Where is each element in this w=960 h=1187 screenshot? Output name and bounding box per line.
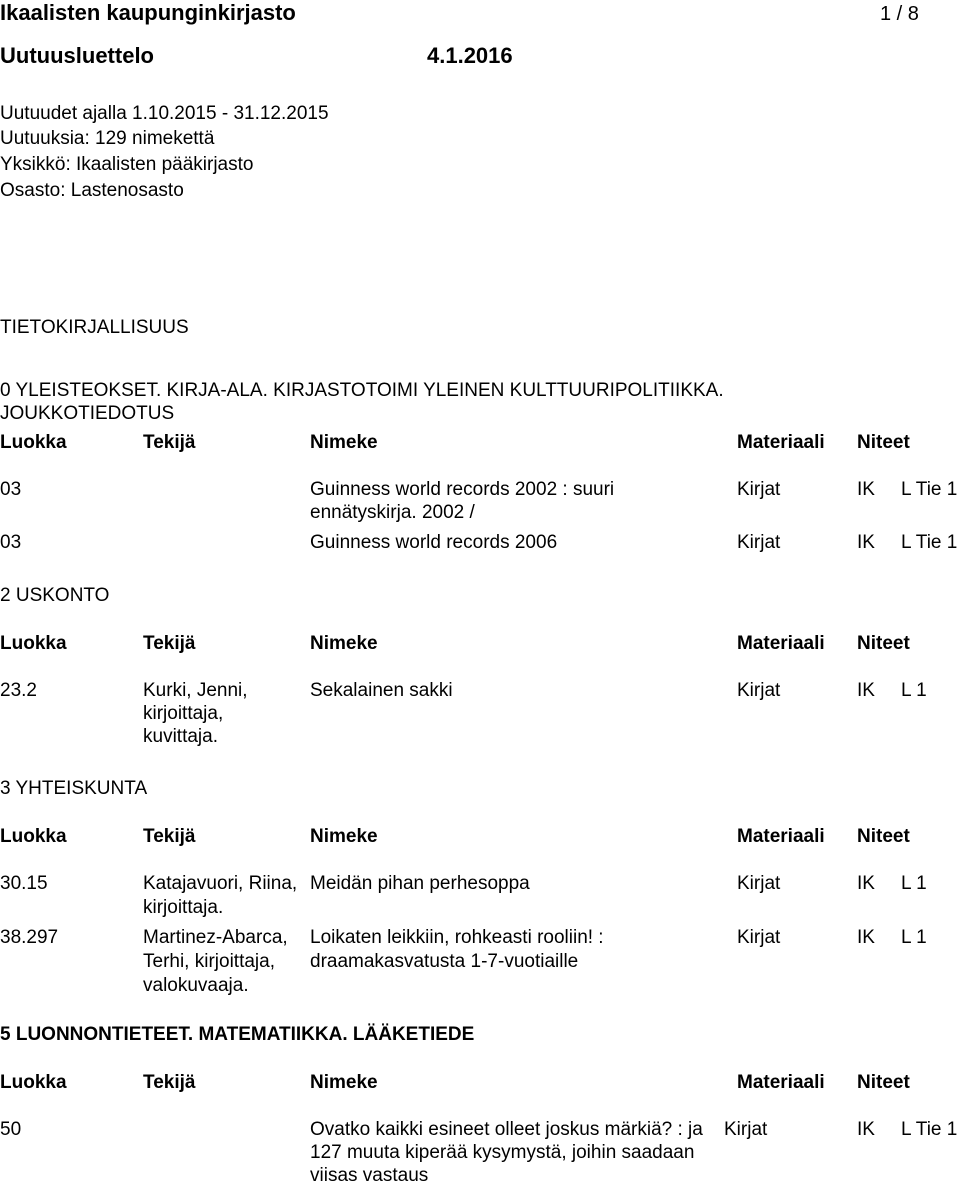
col-nimeke: Nimeke [310, 633, 378, 654]
list-date: 4.1.2016 [427, 43, 513, 68]
col-tekija: Tekijä [143, 1072, 196, 1093]
row-tekija-cont: kuvittaja. [143, 726, 218, 747]
section-title: 0 YLEISTEOKSET. KIRJA-ALA. KIRJASTOTOIMI YLEINEN KULTTUURIPOLITIIKKA. [0, 380, 724, 401]
row-luokka: 50 [0, 1119, 22, 1140]
row-nimeke: Guinness world records 2006 [310, 532, 558, 553]
row-niteet: L Tie 1 [901, 1119, 958, 1140]
row-tekija-cont: kirjoittaja, [143, 703, 224, 724]
col-materiaali: Materiaali [737, 432, 825, 453]
row-luokka: 03 [0, 479, 22, 500]
row-sijainti: IK [857, 532, 875, 553]
row-nimeke-cont: viisas vastaus [310, 1165, 429, 1186]
col-luokka: Luokka [0, 633, 67, 654]
row-tekija-cont: Terhi, kirjoittaja, [143, 951, 275, 972]
col-luokka: Luokka [0, 432, 67, 453]
col-luokka: Luokka [0, 826, 67, 847]
col-materiaali: Materiaali [737, 633, 825, 654]
col-nimeke: Nimeke [310, 826, 378, 847]
col-tekija: Tekijä [143, 432, 196, 453]
row-materiaali: Kirjat [737, 927, 781, 948]
row-tekija-cont: kirjoittaja. [143, 897, 224, 918]
row-tekija-cont: valokuvaaja. [143, 975, 249, 996]
row-nimeke-cont: ennätyskirja. 2002 / [310, 502, 475, 523]
row-materiaali: Kirjat [737, 532, 781, 553]
col-niteet: Niteet [857, 826, 910, 847]
col-niteet: Niteet [857, 633, 910, 654]
col-materiaali: Materiaali [737, 1072, 825, 1093]
section-title-cont: JOUKKOTIEDOTUS [0, 403, 175, 424]
col-nimeke: Nimeke [310, 1072, 378, 1093]
row-nimeke-cont: draamakasvatusta 1-7-vuotiaille [310, 951, 579, 972]
row-niteet: L Tie 1 [901, 479, 958, 500]
row-materiaali: Kirjat [737, 479, 781, 500]
col-tekija: Tekijä [143, 826, 196, 847]
row-nimeke: Ovatko kaikki esineet olleet joskus märkiä? : ja [310, 1119, 703, 1140]
section-title: 2 USKONTO [0, 585, 110, 606]
row-sijainti: IK [857, 1119, 875, 1140]
meta-period: Uutuudet ajalla 1.10.2015 - 31.12.2015 [0, 103, 329, 124]
library-name: Ikaalisten kaupunginkirjasto [0, 0, 296, 25]
section-title: 3 YHTEISKUNTA [0, 778, 148, 799]
row-nimeke: Sekalainen sakki [310, 680, 453, 701]
row-materiaali: Kirjat [737, 873, 781, 894]
meta-unit: Yksikkö: Ikaalisten pääkirjasto [0, 154, 254, 175]
section-title: 5 LUONNONTIETEET. MATEMATIIKKA. LÄÄKETIEDE [0, 1024, 475, 1045]
row-sijainti: IK [857, 479, 875, 500]
row-nimeke: Guinness world records 2002 : suuri [310, 479, 615, 500]
col-niteet: Niteet [857, 432, 910, 453]
row-luokka: 23.2 [0, 680, 37, 701]
meta-department: Osasto: Lastenosasto [0, 180, 184, 201]
row-nimeke: Meidän pihan perhesoppa [310, 873, 530, 894]
row-luokka: 30.15 [0, 873, 48, 894]
row-nimeke-cont: 127 muuta kiperää kysymystä, joihin saadaan [310, 1142, 695, 1163]
col-materiaali: Materiaali [737, 826, 825, 847]
row-tekija: Martinez-Abarca, [143, 927, 288, 948]
list-title: Uutuusluettelo [0, 43, 154, 68]
row-tekija: Kurki, Jenni, [143, 680, 248, 701]
row-materiaali: Kirjat [737, 680, 781, 701]
row-luokka: 03 [0, 532, 22, 553]
row-materiaali: Kirjat [724, 1119, 768, 1140]
row-luokka: 38.297 [0, 927, 59, 948]
col-nimeke: Nimeke [310, 432, 378, 453]
meta-count: Uutuuksia: 129 nimekettä [0, 128, 215, 149]
row-niteet: L 1 [901, 680, 927, 701]
row-niteet: L 1 [901, 927, 927, 948]
col-niteet: Niteet [857, 1072, 910, 1093]
row-sijainti: IK [857, 927, 875, 948]
row-niteet: L 1 [901, 873, 927, 894]
page-indicator: 1 / 8 [880, 3, 919, 25]
row-nimeke: Loikaten leikkiin, rohkeasti rooliin! : [310, 927, 604, 948]
category-title: TIETOKIRJALLISUUS [0, 317, 189, 338]
row-tekija: Katajavuori, Riina, [143, 873, 298, 894]
col-luokka: Luokka [0, 1072, 67, 1093]
row-niteet: L Tie 1 [901, 532, 958, 553]
col-tekija: Tekijä [143, 633, 196, 654]
row-sijainti: IK [857, 873, 875, 894]
row-sijainti: IK [857, 680, 875, 701]
